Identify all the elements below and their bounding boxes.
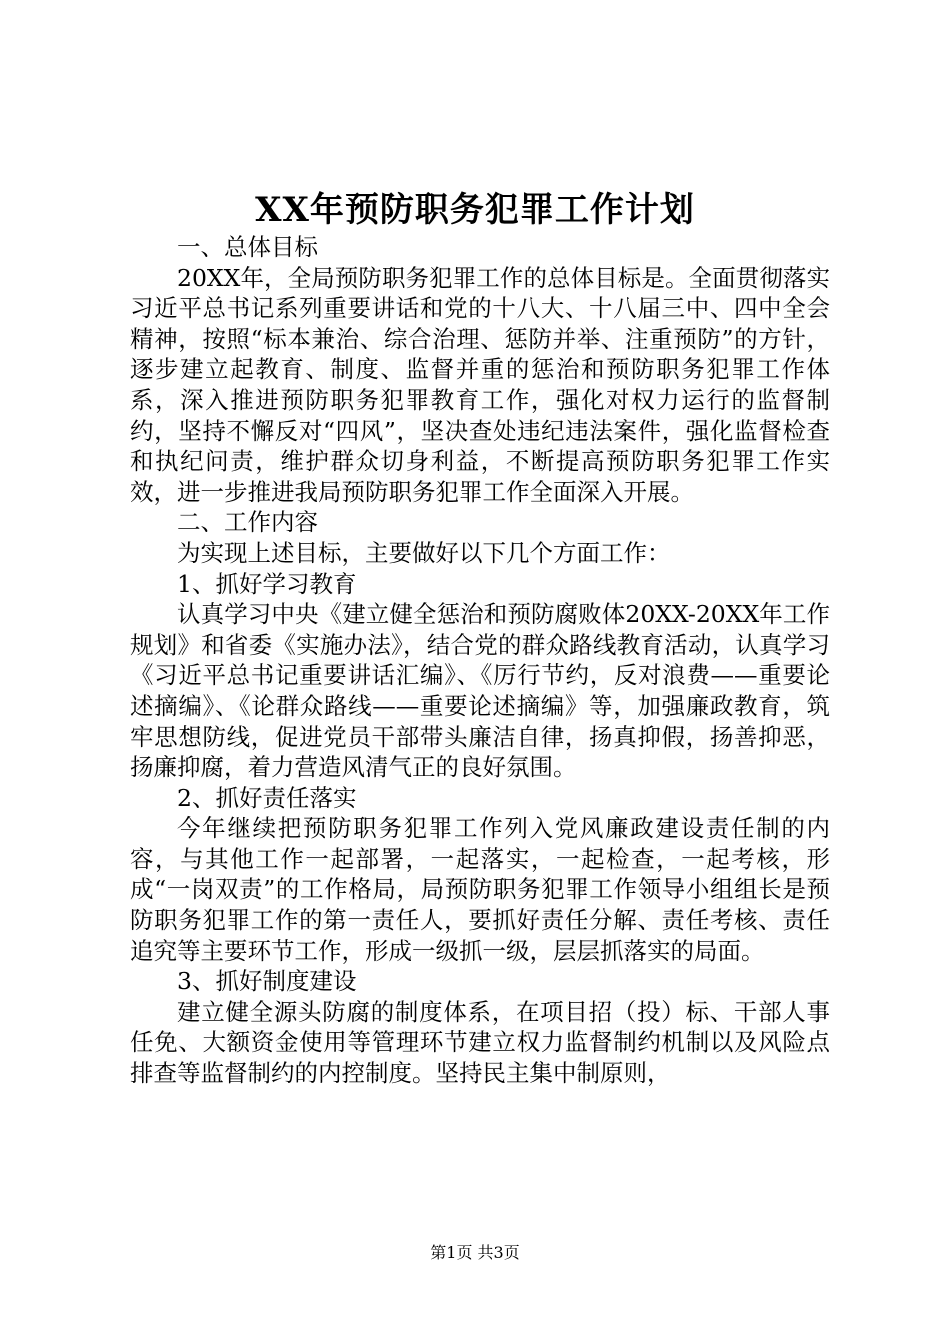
subsection-heading: 1、抓好学习教育 (177, 569, 357, 598)
document-title: XX年预防职务犯罪工作计划 (255, 190, 695, 230)
subsection-heading: 3、抓好制度建设 (177, 967, 357, 996)
paragraph: 今年继续把预防职务犯罪工作列入党风廉政建设责任制的内容，与其他工作一起部署，一起落实，一起检查，一起考核，形成“一岗双责”的工作格局，局预防职务犯罪工作领导小组组长是预防职务犯罪工作的第一责任人，要抓好责任分解、责任考核、责任追究等主要环节工作，形成一级抓一级，层层抓落实的局面。 (130, 814, 830, 965)
document-body (130, 232, 830, 1089)
section-heading: 一、总体目标 (177, 233, 318, 261)
page-number-footer: 第1页 共3页 (430, 1243, 520, 1262)
section-heading: 二、工作内容 (177, 508, 318, 537)
subsection-heading: 2、抓好责任落实 (177, 783, 357, 812)
paragraph: 认真学习中央《建立健全惩治和预防腐败体20XX-20XX年工作规划》和省委《实施办法》，结合党的群众路线教育活动，认真学习《习近平总书记重要讲话汇编》、《厉行节约，反对浪费——重要论述摘编》、《论群众路线——重要论述摘编》等，加强廉政教育，筑牢思想防线，促进党员干部带头廉洁自律，扬真抑假，扬善抑恶，扬廉抑腐，着力营造风清气正的良好氛围。 (130, 600, 830, 782)
paragraph: 建立健全源头防腐的制度体系，在项目招（投）标、干部人事任免、大额资金使用等管理环节建立权力监督制约机制以及风险点排查等监督制约的内控制度。坚持民主集中制原则， (130, 997, 830, 1088)
intro-line: 为实现上述目标，主要做好以下几个方面工作： (177, 538, 671, 567)
paragraph: 20XX年，全局预防职务犯罪工作的总体目标是。全面贯彻落实习近平总书记系列重要讲话和党的十八大、十八届三中、四中全会精神，按照“标本兼治、综合治理、惩防并举、注重预防”的方针，逐步建立起教育、制度、监督并重的惩治和预防职务犯罪工作体系，深入推进预防职务犯罪教育工作，强化对权力运行的监督制约，坚持不懈反对“四风”，坚决查处违纪违法案件，强化监督检查和执纪问责，维护群众切身利益，不断提高预防职务犯罪工作实效，进一步推进我局预防职务犯罪工作全面深入开展。 (130, 263, 830, 506)
